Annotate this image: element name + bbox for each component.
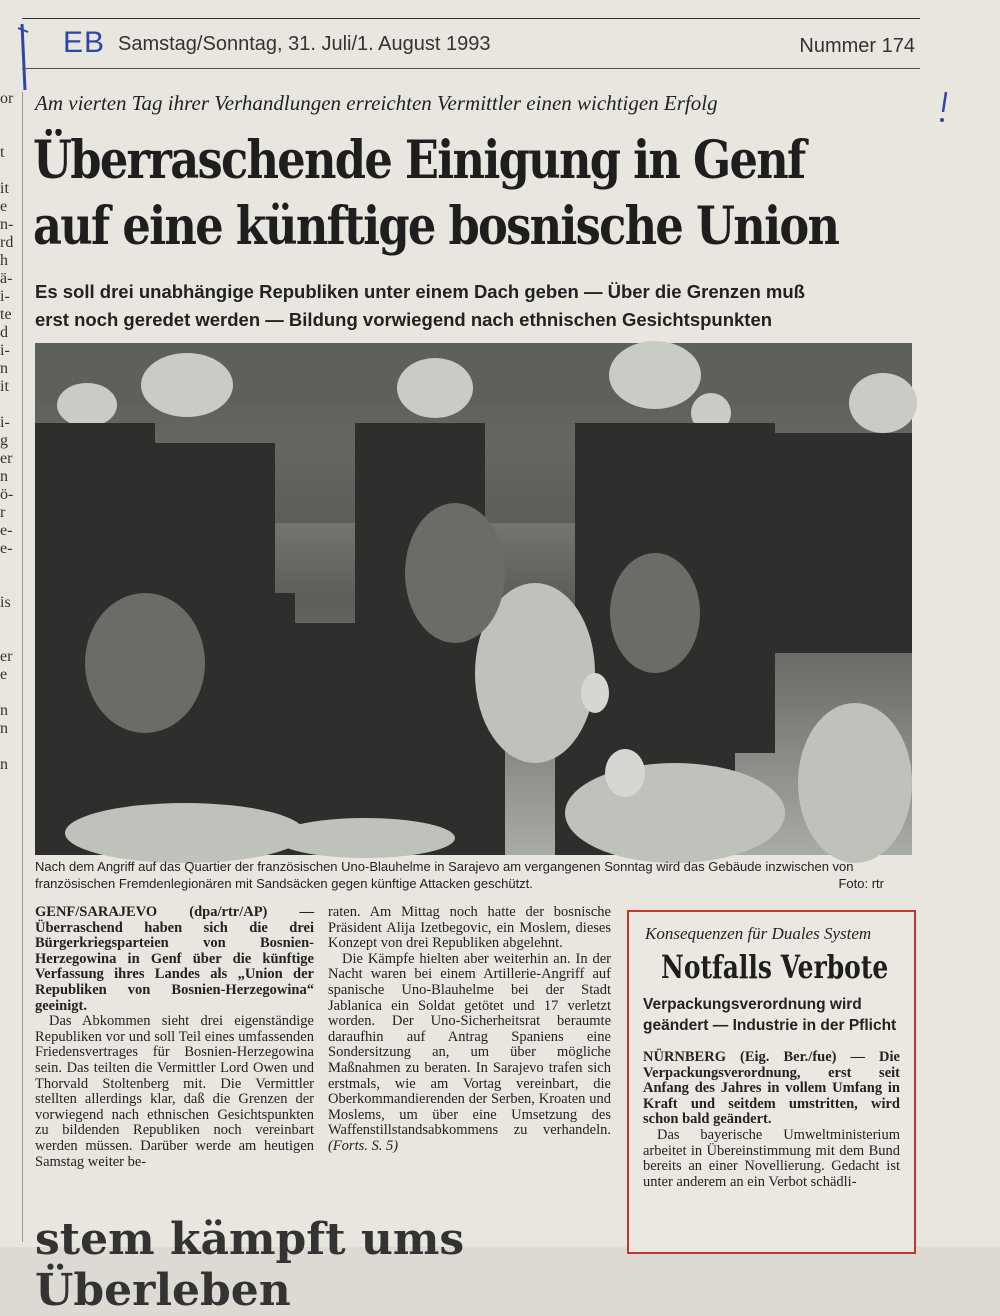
left-strip-fragment	[0, 162, 22, 180]
left-strip-fragment	[0, 738, 22, 756]
column-rule	[22, 92, 23, 1242]
headline-line-2: auf eine künftige bosnische Union	[33, 196, 839, 257]
left-strip-fragment	[0, 576, 22, 594]
article-kicker: Am vierten Tag ihrer Verhandlungen erreichten Vermittler einen wichtigen Erfolg	[35, 91, 718, 115]
left-strip-fragment: er	[0, 450, 13, 467]
box-subhead: Verpackungsverordnung wird geändert — Industrie in der Pflicht	[643, 996, 897, 1034]
left-strip-fragment: n	[0, 756, 8, 773]
left-strip-fragment: n	[0, 720, 8, 737]
left-strip-fragment: d	[0, 324, 8, 341]
left-strip-fragment: rd	[0, 234, 14, 251]
left-strip-fragment: e	[0, 198, 8, 215]
issue-date: Samstag/Sonntag, 31. Juli/1. August 1993	[118, 33, 491, 55]
left-strip-fragment: g	[0, 432, 8, 449]
left-strip-fragment: i-	[0, 288, 10, 305]
photo-caption	[35, 858, 912, 892]
teaser-text: stem kämpft ums Überleben	[35, 1214, 465, 1316]
sidebar-box	[627, 910, 916, 1254]
article-paragraph: raten. Am Mittag noch hatte der bosnische Präsident Alija Izetbegovic, ein Moslem, dieses Konzept von drei Republiken abgelehnt.	[328, 904, 611, 952]
adjacent-column-fragments	[0, 90, 22, 1247]
left-strip-fragment	[0, 612, 22, 630]
left-strip-fragment	[0, 126, 22, 144]
subhead-line-2: erst noch geredet werden — Bildung vorwiegend nach ethnischen Gesichtspunkten	[35, 309, 773, 330]
box-headline: Notfalls Verbote	[661, 948, 889, 986]
left-strip-fragment: e-	[0, 540, 13, 557]
left-strip-fragment: i-	[0, 342, 10, 359]
handwritten-initials: EB	[63, 26, 106, 59]
left-strip-fragment	[0, 684, 22, 702]
left-strip-fragment: ö-	[0, 486, 14, 503]
article-headline	[33, 128, 839, 260]
left-strip-fragment: n-	[0, 216, 14, 233]
left-strip-fragment	[0, 630, 22, 648]
left-strip-fragment: te	[0, 306, 12, 323]
article-subhead	[35, 278, 920, 334]
box-kicker: Konsequenzen für Duales System	[645, 924, 872, 943]
left-strip-fragment	[0, 396, 22, 414]
subhead-line-1: Es soll drei unabhängige Republiken unter einem Dach geben — Über die Grenzen muß	[35, 281, 805, 302]
article-column-1	[35, 905, 314, 1170]
article-lead-paragraph: GENF/SARAJEVO (dpa/rtr/AP) — Überraschend haben sich die drei Bürgerkriegsparteien von Bosnien-Herzegowina in Genf über die künftige Verfassung ihres Landes als „Union der Republiken von Bosnien-Herzegowina“ geeinigt.	[35, 904, 314, 1014]
news-photo	[35, 343, 912, 855]
left-strip-fragment: n	[0, 702, 8, 719]
left-strip-fragment: i-	[0, 414, 10, 431]
left-strip-fragment: er	[0, 648, 13, 665]
blue-pen-mark-icon	[16, 22, 30, 92]
next-article-headline-fragment	[35, 1212, 635, 1316]
left-strip-fragment: n	[0, 360, 8, 377]
article-column-2	[328, 905, 611, 1155]
caption-text: Nach dem Angriff auf das Quartier der französischen Uno-Blauhelme in Sarajevo am vergangenen Sonntag wird das Gebäude inzwischen von französischen Fremdenlegionären mit Sandsäcken gegen künftige Attacken geschützt.	[35, 859, 854, 891]
handwritten-exclamation-icon	[938, 90, 952, 124]
top-rule	[22, 18, 920, 19]
left-strip-fragment: it	[0, 180, 9, 197]
left-strip-fragment	[0, 558, 22, 576]
left-strip-fragment: it	[0, 378, 9, 395]
left-strip-fragment: ä-	[0, 270, 13, 287]
box-body	[643, 1050, 900, 1190]
issue-number: Nummer 174	[799, 35, 915, 57]
continuation-reference: (Forts. S. 5)	[328, 1137, 399, 1154]
left-strip-fragment	[0, 774, 22, 792]
left-strip-fragment: e	[0, 666, 8, 683]
left-strip-fragment: is	[0, 594, 11, 611]
article-paragraph: Das Abkommen sieht drei eigenständige Republiken vor und soll Teil eines umfassenden Friedensvertrages für Bosnien-Herzegowina sein. Das teilten die Vermittler Lord Owen und Thorvald Stoltenberg mit. Die Vermittler stellten allerdings klar, daß die Grenzen der vorwiegend nach ethnischen Gesichtspunkten zu bildenden Republiken noch vereinbart werden müssen. Darüber werde am heutigen Samstag weiter be-	[35, 1013, 314, 1170]
left-strip-fragment: h	[0, 252, 8, 269]
left-strip-fragment: or	[0, 90, 14, 107]
masthead-divider	[22, 68, 920, 69]
left-strip-fragment: n	[0, 468, 8, 485]
article-paragraph-text: Die Kämpfe hielten aber weiterhin an. In der Nacht waren bei einem Artillerie-Angriff auf spanische Uno-Blauhelme bei der Stadt Jablanica ein Soldat getötet und 17 verletzt worden. Der Uno-Sicherheitsrat beraumte daraufhin auf Antrag Spaniens eine Sondersitzung an, um über mögliche Maßnahmen zu beraten. In Sarajevo trafen sich erstmals, wie am Vortag vereinbart, die Oberkommandierenden der Serben, Kroaten und Moslems, um über eine Umsetzung des Waffenstillstandsabkommens zu verhandeln.	[328, 950, 611, 1139]
article-paragraph	[328, 952, 611, 1155]
box-lead-paragraph: NÜRNBERG (Eig. Ber./fue) — Die Verpackungsverordnung, erst seit Anfang des Jahres in vollem Umfang in Kraft und seitdem umstritten, wird schon bald geändert.	[643, 1049, 900, 1128]
left-strip-fragment: t	[0, 144, 5, 161]
left-strip-fragment	[0, 108, 22, 126]
box-paragraph: Das bayerische Umweltministerium arbeitet in Übereinstimmung mit dem Bund bereits an einer Novellierung. Gedacht ist unter anderem an ein Verbot schädli-	[643, 1126, 900, 1190]
headline-line-1: Überraschende Einigung in Genf	[33, 130, 805, 191]
photo-credit: Foto: rtr	[838, 876, 884, 891]
left-strip-fragment: r	[0, 504, 6, 521]
left-strip-fragment: e-	[0, 522, 13, 539]
